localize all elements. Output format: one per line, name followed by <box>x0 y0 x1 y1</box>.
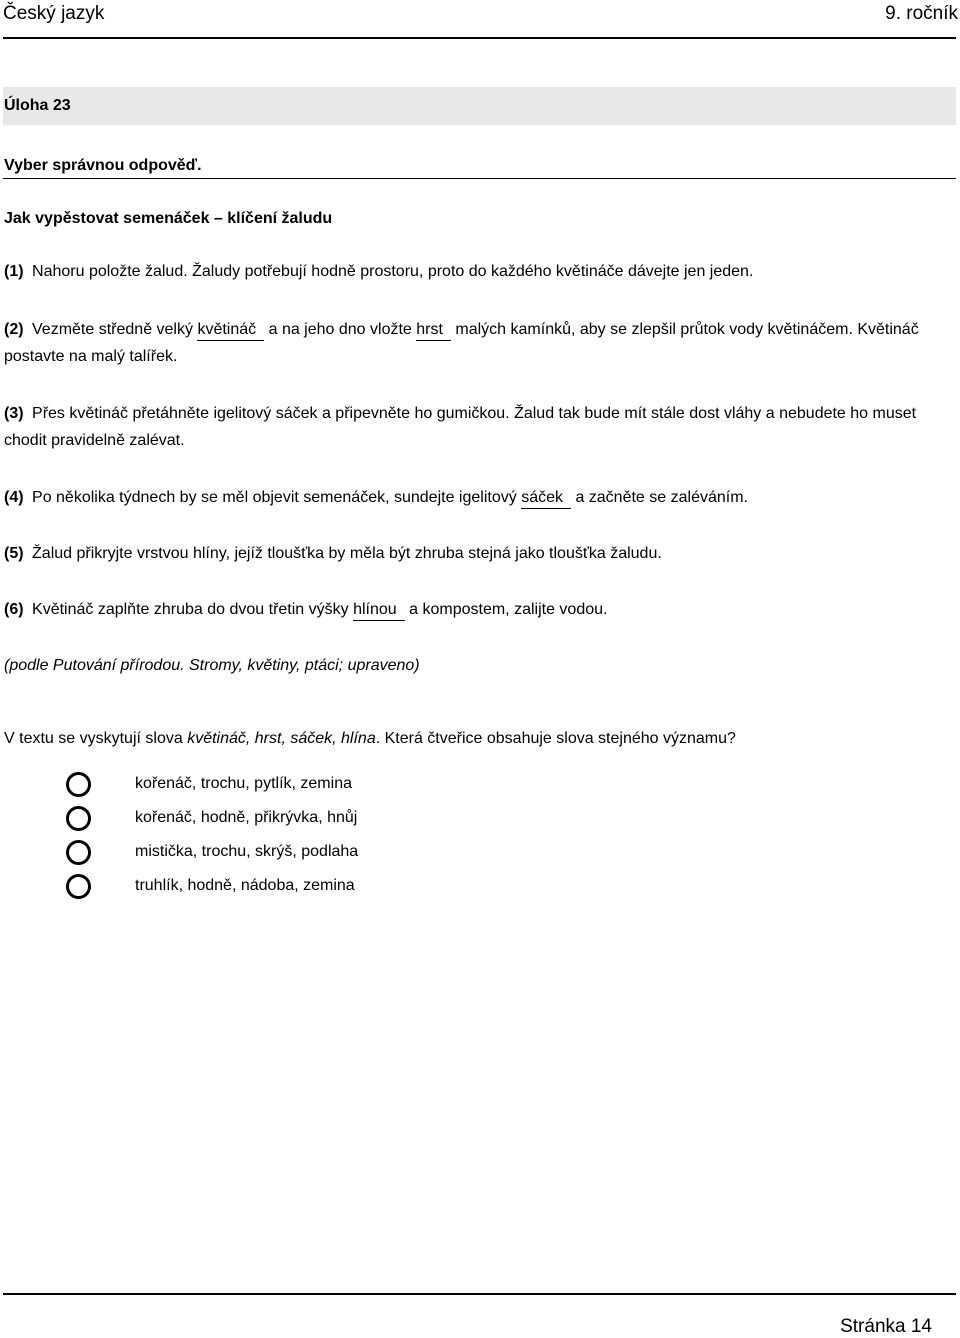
paragraph-text: malých kamínků, aby se zlepšil průtok vody květináčem. Květináč postavte na malý talířek. <box>4 321 919 365</box>
paragraph-text: Přes květináč přetáhněte igelitový sáček a připevněte ho gumičkou. Žalud tak bude mít stále dost vláhy a nebudete ho muset chodit pravidelně zalévat. <box>4 405 917 449</box>
radio-button[interactable] <box>66 874 91 899</box>
paragraph-text: Žalud přikryjte vrstvou hlíny, jejíž tloušťka by měla být zhruba stejná jako tloušťka žaludu. <box>32 545 662 562</box>
paragraph-5 <box>4 540 954 567</box>
answer-options <box>66 770 466 906</box>
underlined-word: hlínou <box>353 600 405 621</box>
question-text: V textu se vyskytují slova <box>4 730 183 747</box>
paragraph-number: (1) <box>4 263 24 280</box>
option-label: kořenáč, hodně, přikrývka, hnůj <box>135 809 358 826</box>
page-header <box>0 0 960 38</box>
radio-button[interactable] <box>66 806 91 831</box>
paragraph-3 <box>4 400 954 454</box>
paragraph-number: (4) <box>4 489 24 506</box>
task-title-bar <box>3 87 956 125</box>
paragraph-number: (6) <box>4 601 24 618</box>
header-divider <box>3 37 956 39</box>
question-words: květináč, hrst, sáček, hlína <box>187 730 376 747</box>
question-text: . Která čtveřice obsahuje slova stejného významu? <box>375 730 736 747</box>
instruction-divider <box>3 178 956 179</box>
underlined-word: hrst <box>416 320 451 341</box>
paragraph-1 <box>4 258 954 285</box>
subject-title: Český jazyk <box>3 3 105 24</box>
underlined-word: sáček <box>521 488 571 509</box>
paragraph-text: Květináč zaplňte zhruba do dvou třetin výšky <box>32 601 349 618</box>
paragraph-text: Vezměte středně velký <box>32 321 193 338</box>
option-label: mistička, trochu, skrýš, podlaha <box>135 843 359 860</box>
text-title: Jak vypěstovat semenáček – klíčení žaludu <box>4 210 333 227</box>
answer-option[interactable] <box>66 804 466 838</box>
task-instruction: Vyber správnou odpověď. <box>4 157 202 174</box>
paragraph-text: a kompostem, zalijte vodou. <box>409 601 608 618</box>
task-title: Úloha 23 <box>4 97 71 114</box>
answer-option[interactable] <box>66 838 466 872</box>
paragraph-text: Po několika týdnech by se měl objevit semenáček, sundejte igelitový <box>32 489 517 506</box>
answer-option[interactable] <box>66 872 466 906</box>
paragraph-text: a začněte se zaléváním. <box>575 489 748 506</box>
underlined-word: květináč <box>197 320 264 341</box>
paragraph-6 <box>4 596 954 623</box>
paragraph-number: (2) <box>4 321 24 338</box>
radio-button[interactable] <box>66 840 91 865</box>
paragraph-number: (5) <box>4 545 24 562</box>
paragraph-text: a na jeho dno vložte <box>268 321 412 338</box>
footer-divider <box>3 1293 956 1295</box>
page-number: Stránka 14 <box>840 1316 932 1337</box>
option-label: truhlík, hodně, nádoba, zemina <box>135 877 355 894</box>
grade-label: 9. ročník <box>885 3 958 24</box>
radio-button[interactable] <box>66 772 91 797</box>
option-label: kořenáč, trochu, pytlík, zemina <box>135 775 352 792</box>
paragraph-text: Nahoru položte žalud. Žaludy potřebují hodně prostoru, proto do každého květináče dávejte jen jeden. <box>32 263 754 280</box>
source-citation: (podle Putování přírodou. Stromy, květiny, ptáci; upraveno) <box>4 657 420 674</box>
paragraph-2 <box>4 316 954 370</box>
answer-option[interactable] <box>66 770 466 804</box>
question <box>4 730 736 748</box>
paragraph-4 <box>4 484 954 511</box>
paragraph-number: (3) <box>4 405 24 422</box>
